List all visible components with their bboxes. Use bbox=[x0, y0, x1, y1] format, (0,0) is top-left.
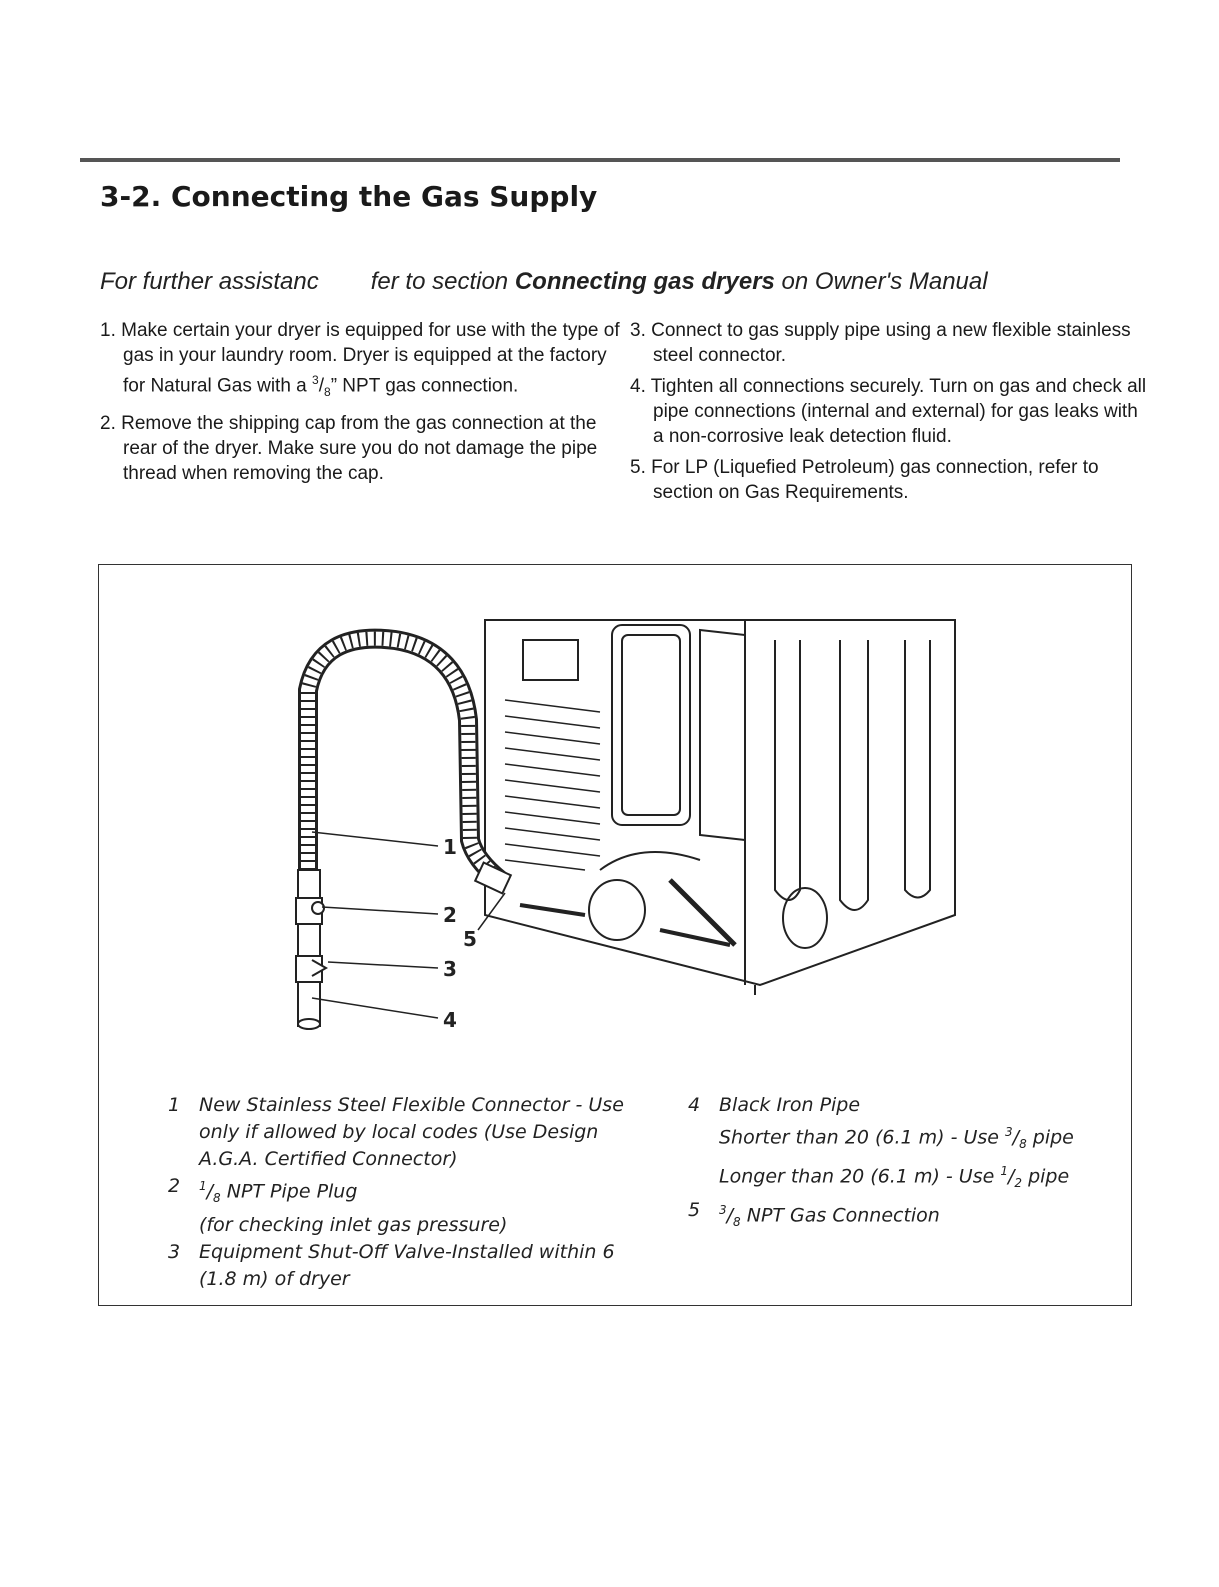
fraction-denominator: 8 bbox=[324, 385, 331, 400]
legend-right bbox=[688, 1092, 1128, 1236]
assistance-section-ref: Connecting gas dryers bbox=[514, 268, 775, 295]
callout-4: 4 bbox=[443, 1008, 457, 1032]
legend-item-3: 3 Equipment Shut-Off Valve-Installed within 6 (1.8 m) of dryer bbox=[168, 1241, 615, 1291]
step-3: 3. Connect to gas supply pipe using a new flexible stainless steel connector. bbox=[630, 320, 1131, 366]
legend-item-5: 5 $^3/_8$ NPT Gas Connection bbox=[688, 1199, 940, 1230]
assistance-text-end: on Owner's Manual bbox=[774, 268, 988, 295]
step-2: 2. Remove the shipping cap from the gas connection at the rear of the dryer. Make sure you do not damage the pipe thread when removing the cap. bbox=[100, 413, 598, 485]
step-5: 5. For LP (Liquefied Petroleum) gas connection, refer to section on Gas Requirements. bbox=[630, 457, 1099, 503]
section-title: 3-2. Connecting the Gas Supply bbox=[100, 180, 598, 213]
assistance-text-start: For further assistanc bbox=[100, 268, 319, 295]
flexible-connector-hose bbox=[308, 639, 511, 894]
legend-left bbox=[168, 1092, 628, 1293]
callout-1: 1 bbox=[443, 835, 457, 859]
legend-item-1: 1 New Stainless Steel Flexible Connector - Use only if allowed by local codes (Use Design A.G.A. Certified Connector) bbox=[168, 1094, 624, 1170]
callout-2: 2 bbox=[443, 903, 457, 927]
legend-item-2: 2 $^1/_8$ NPT Pipe Plug (for checking inlet gas pressure) bbox=[168, 1175, 508, 1237]
dryer-illustration bbox=[485, 620, 955, 995]
legend-item-4: 4 Black Iron Pipe Shorter than 20 (6.1 m) - Use $^3/_8$ pipe Longer than 20 (6.1 m) - Use $^1/_2$ pipe bbox=[688, 1094, 1074, 1191]
fraction-numerator: 3 bbox=[312, 373, 319, 387]
step-4: 4. Tighten all connections securely. Turn on gas and check all pipe connections (internal and external) for gas leaks with a non-corrosive leak detection fluid. bbox=[630, 376, 1147, 447]
callout-5: 5 bbox=[463, 927, 477, 951]
step-1: 1. Make certain your dryer is equipped for use with the type of gas in your laundry room. Dryer is equipped at the factory for Natural Gas with a $^3/_8$” NPT gas connection. bbox=[100, 320, 620, 400]
pipe-assembly bbox=[296, 870, 326, 1029]
assistance-text-mid: fer to section bbox=[370, 268, 515, 295]
callout-3: 3 bbox=[443, 957, 457, 981]
